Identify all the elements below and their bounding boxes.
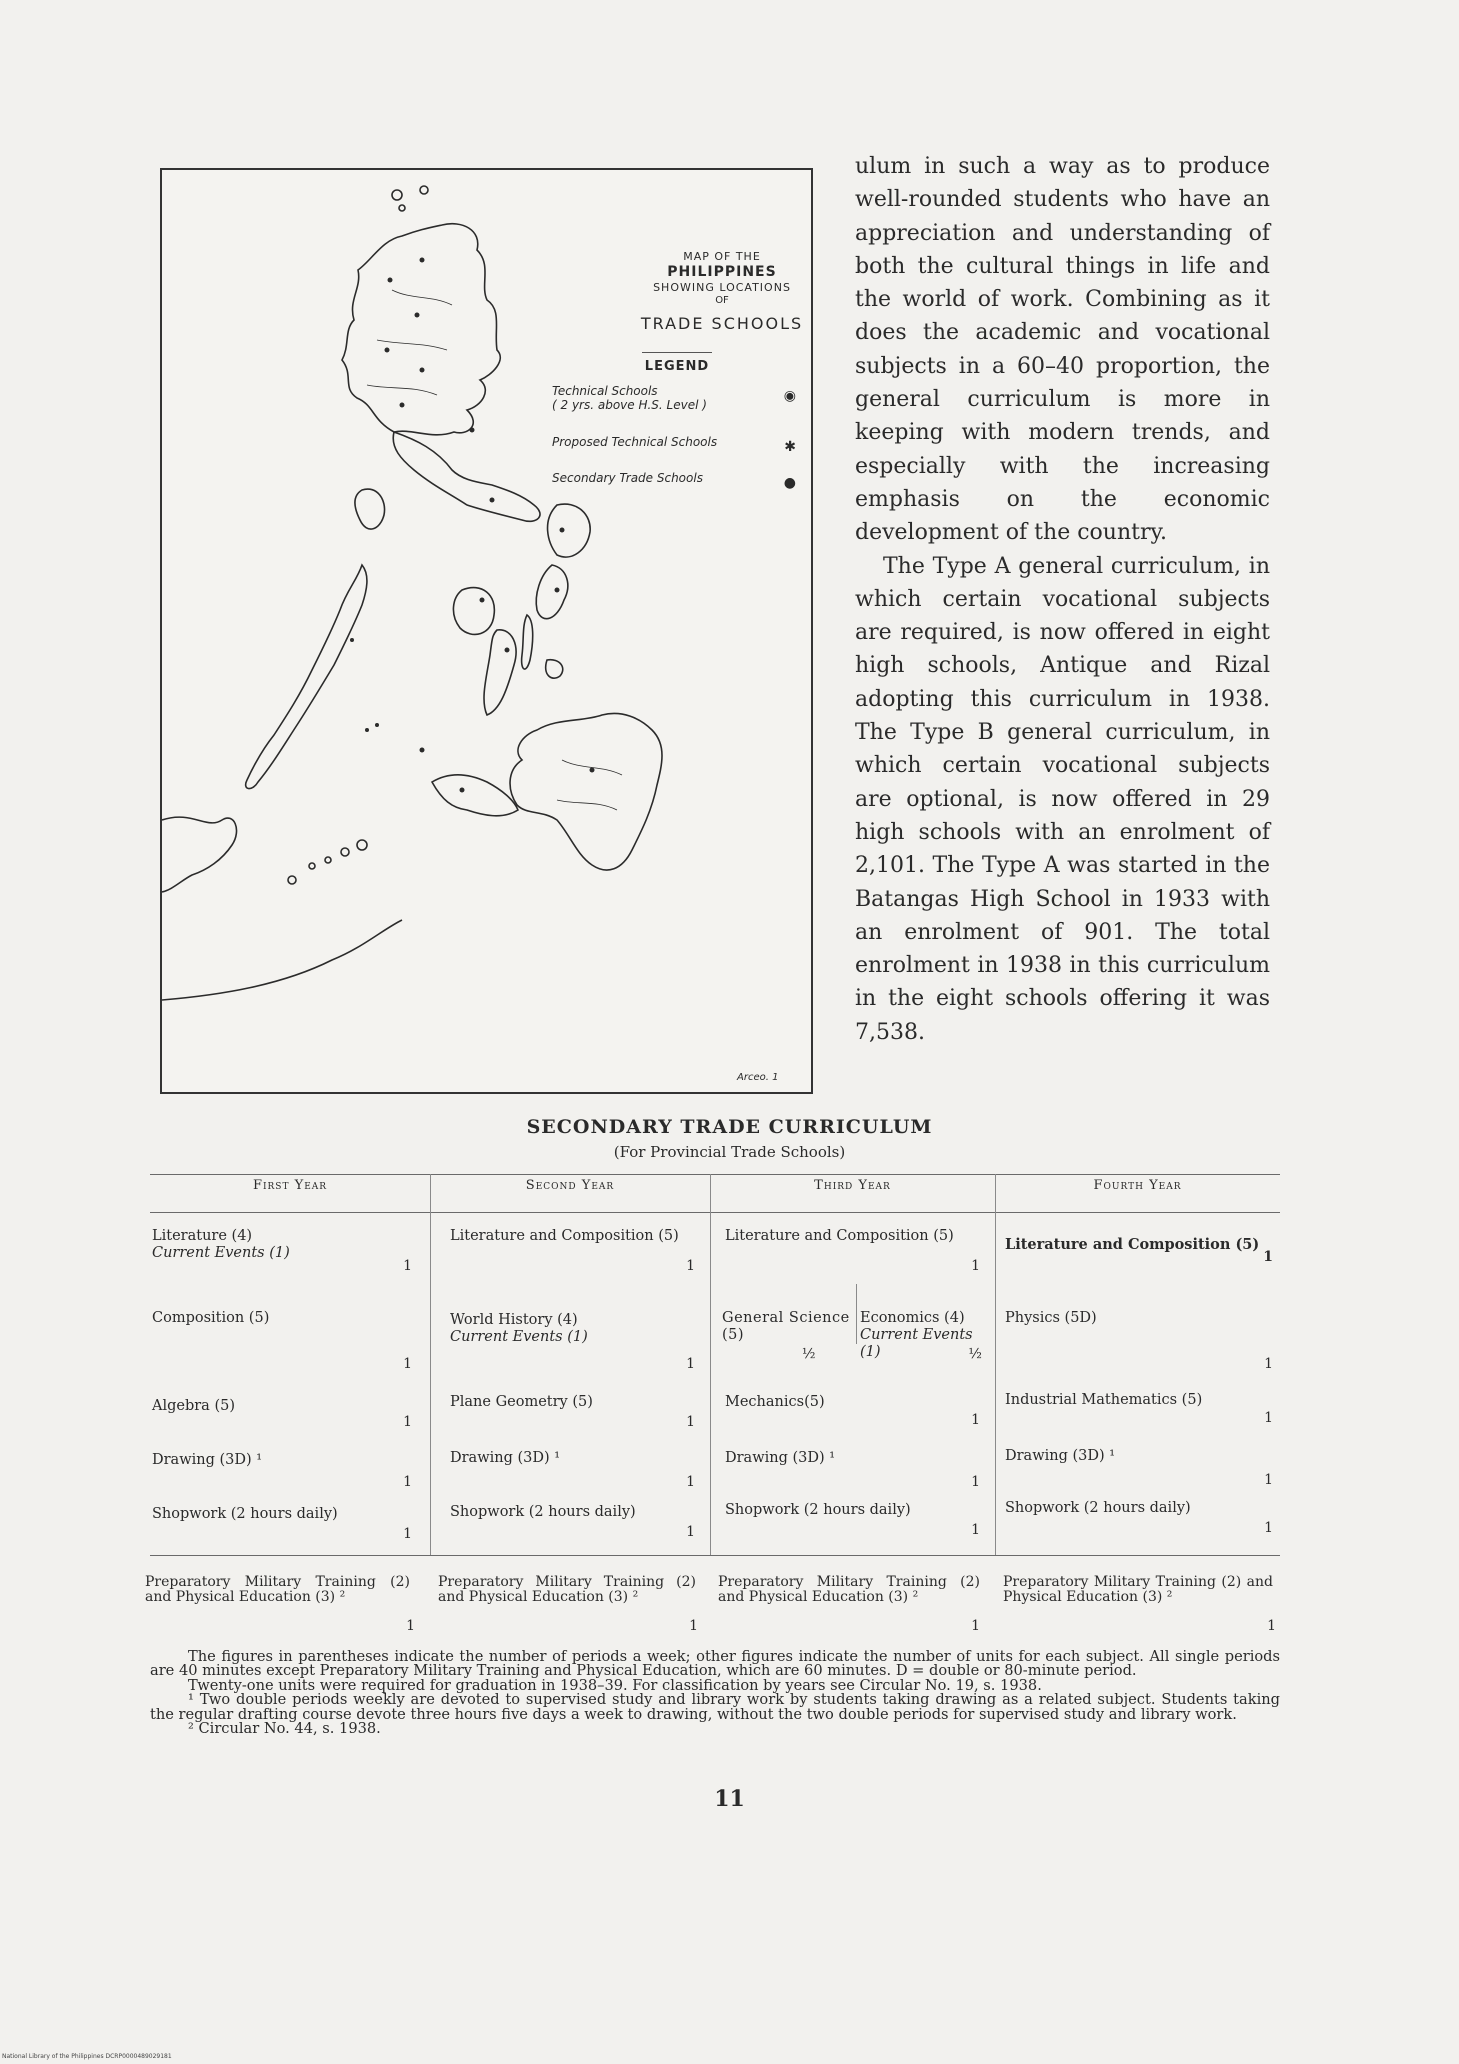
table-subtitle: (For Provincial Trade Schools)	[613, 1143, 846, 1161]
column-header: Second Year	[525, 1178, 615, 1193]
footnote: ¹ Two double periods weekly are devoted to supervised study and library work by students taking drawing as a related subject. Students taking the regular drafting course devote three hours five days a week to drawing, without the two double periods for supervised study and library work.	[150, 1691, 1280, 1723]
table-cell: Composition (5) 1	[152, 1310, 412, 1372]
dot-icon: ●	[783, 475, 796, 492]
footnotes	[150, 1650, 1280, 1736]
column-divider	[995, 1174, 996, 1555]
legend-label: Secondary Trade Schools	[552, 471, 703, 486]
star-icon: ✱	[784, 438, 796, 455]
table-cell: Plane Geometry (5) 1	[450, 1394, 695, 1430]
footnote: Twenty-one units were required for graduation in 1938–39. For classification by years see Circular No. 19, s. 1938.	[188, 1676, 1042, 1694]
circle-dot-icon: ◉	[783, 388, 796, 404]
map-signature: Arceo. 1	[737, 1072, 779, 1083]
table-cell: Economics (4) Current Events (1) ½	[860, 1310, 982, 1362]
table-rule	[150, 1555, 1280, 1556]
table-cell: Drawing (3D) ¹ 1	[152, 1452, 412, 1490]
legend-item-secondary	[552, 471, 802, 492]
map-title	[592, 250, 852, 334]
map-title-line: SHOWING LOCATIONS	[653, 281, 791, 295]
table-cell: Drawing (3D) ¹ 1	[725, 1450, 980, 1490]
table-cell: Preparatory Military Training (2) and Physical Education (3) ² 1	[718, 1574, 980, 1634]
table-cell: Preparatory Military Training (2) and Physical Education (3) ² 1	[145, 1574, 415, 1634]
body-text	[855, 150, 1270, 1049]
table-rule	[150, 1212, 1280, 1213]
philippines-map	[160, 168, 813, 1094]
table-cell: Physics (5D) 1	[1005, 1310, 1273, 1372]
table-title: SECONDARY TRADE CURRICULUM	[526, 1116, 933, 1138]
column-header: Fourth Year	[1093, 1178, 1182, 1193]
body-paragraph: ulum in such a way as to produce well-rounded students who have an appreciation and understanding of both the cultural things in life and the world of work. Combining as it does the academic and vocational subjects in a 60–40 proportion, the general curriculum is more in keeping with modern trends, and especially with the increasing emphasis on the economic development of the country.	[855, 154, 1270, 546]
legend-item-proposed	[552, 434, 802, 455]
table-cell: Preparatory Military Training (2) and Physical Education (3) ² 1	[438, 1574, 698, 1634]
legend-label: Proposed Technical Schools	[552, 434, 718, 449]
table-cell: Drawing (3D) ¹ 1	[1005, 1448, 1273, 1488]
map-legend	[552, 352, 802, 508]
table-cell: Literature and Composition (5) 1	[725, 1228, 980, 1274]
table-cell: Shopwork (2 hours daily) 1	[152, 1506, 412, 1542]
table-cell: Mechanics(5) 1	[725, 1394, 980, 1428]
table-cell: Industrial Mathematics (5) 1	[1005, 1392, 1273, 1426]
legend-sublabel: ( 2 yrs. above H.S. Level )	[552, 398, 707, 413]
table-cell: Literature and Composition (5) 1	[1005, 1236, 1273, 1265]
table-rule	[150, 1174, 1280, 1175]
page-number: 11	[714, 1786, 745, 1812]
footnote: The figures in parentheses indicate the number of periods a week; other figures indicate the number of units for each subject. All single periods are 40 minutes except Preparatory Military Training and Physical Education, which are 60 minutes. D = double or 80-minute period.	[150, 1648, 1280, 1680]
table-cell: Preparatory Military Training (2) and Physical Education (3) ² 1	[1003, 1574, 1276, 1634]
map-title-line: MAP OF THE	[683, 250, 761, 263]
table-cell: General Science (5) ½	[722, 1310, 850, 1362]
column-divider	[710, 1174, 711, 1555]
column-divider	[856, 1284, 857, 1344]
body-paragraph: The Type A general curriculum, in which certain vocational subjects are required, is now offered in eight high schools, Antique and Rizal adopting this curriculum in 1938. The Type B general curriculum, in which certain vocational subjects are optional, is now offered in 29 high schools with an enrolment of 2,101. The Type A was started in the Batangas High School in 1933 with an enrolment of 901. The total enrolment in 1938 in this curriculum in the eight schools offering it was 7,538.	[855, 553, 1270, 1045]
table-cell: Algebra (5) 1	[152, 1398, 412, 1430]
table-cell: World History (4) Current Events (1) 1	[450, 1312, 695, 1372]
map-title-line: TRADE SCHOOLS	[640, 313, 804, 333]
table-cell: Shopwork (2 hours daily) 1	[1005, 1500, 1273, 1536]
column-divider	[430, 1174, 431, 1555]
table-cell: Drawing (3D) ¹ 1	[450, 1450, 695, 1490]
scan-credit: National Library of the Philippines DCRP0000489029181	[2, 2053, 172, 2060]
footnote: ² Circular No. 44, s. 1938.	[188, 1720, 381, 1738]
table-cell: Shopwork (2 hours daily) 1	[725, 1502, 980, 1538]
map-title-line: OF	[715, 295, 729, 306]
legend-label: Technical Schools	[552, 384, 658, 398]
legend-item-technical	[552, 384, 802, 413]
table-cell: Literature and Composition (5) 1	[450, 1228, 695, 1274]
map-title-line: PHILIPPINES	[667, 263, 777, 280]
legend-heading: LEGEND	[642, 352, 712, 374]
column-header: First Year	[252, 1178, 328, 1193]
column-header: Third Year	[814, 1178, 891, 1193]
table-cell: Literature (4) Current Events (1) 1	[152, 1228, 412, 1274]
table-cell: Shopwork (2 hours daily) 1	[450, 1504, 695, 1540]
